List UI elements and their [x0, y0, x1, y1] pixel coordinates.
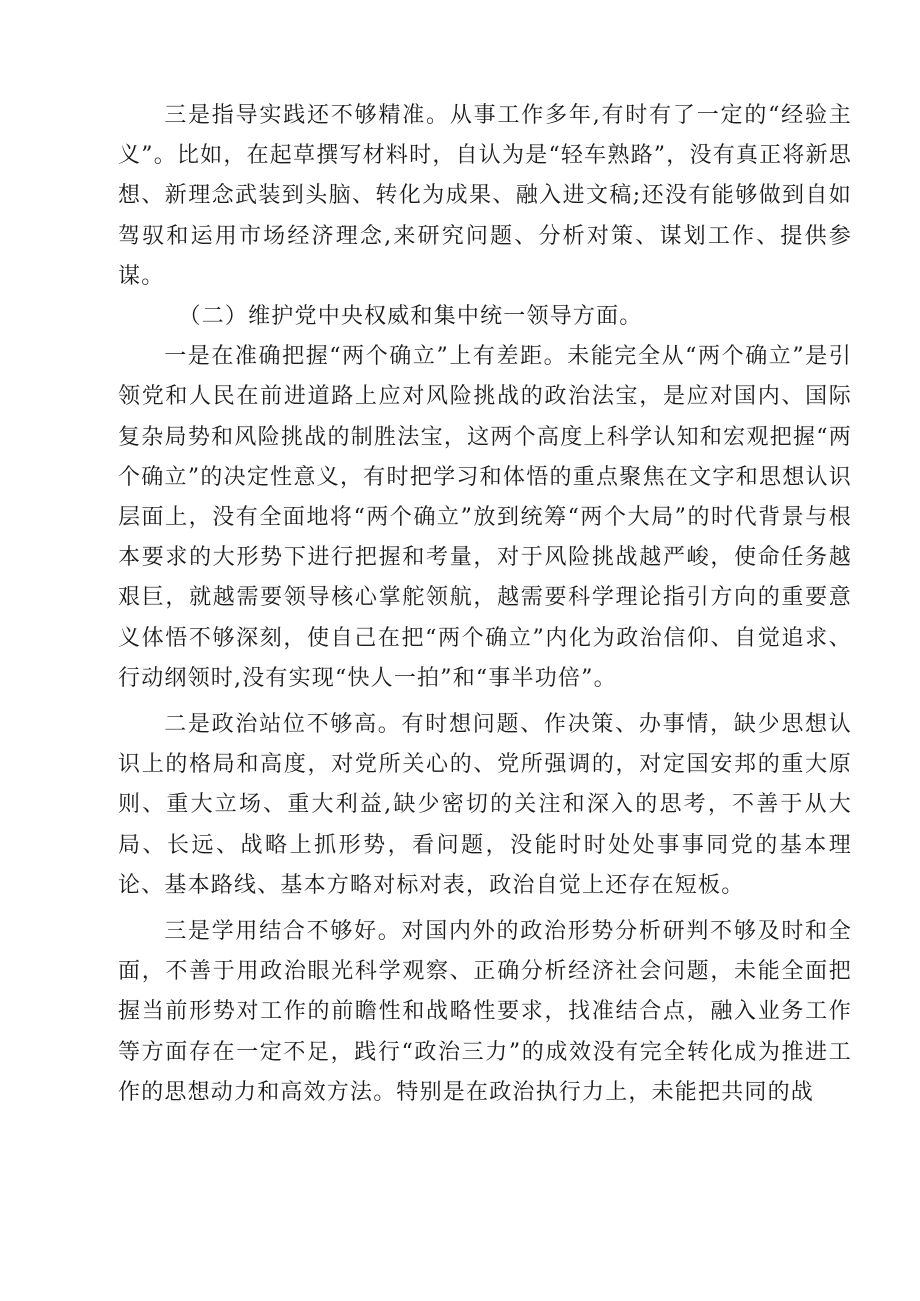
paragraph-practice-guidance: 三是指导实践还不够精准。从事工作多年,有时有了一定的“经验主义”。比如，在起草撰写材料时，自认为是“轻车熟路”，没有真正将新思想、新理念武装到头脑、转化为成果、融入进文稿;还没有能够做到自如驾驭和运用市场经济理念,来研究问题、分析对策、谋划工作、提供参谋。 — [118, 103, 852, 289]
paragraph-political-stance: 二是政治站位不够高。有时想问题、作决策、办事情，缺少思想认识上的格局和高度，对党所关心的、党所强调的，对定国安邦的重大原则、重大立场、重大利益,缺少密切的关注和深入的思考，不善于从大局、长远、战略上抓形势，看问题，没能时时处处事事同党的基本理论、基本路线、基本方略对标对表，政治自觉上还存在短板。 — [118, 712, 852, 898]
paragraph-two-establishments: 一是在准确把握“两个确立”上有差距。未能完全从“两个确立”是引领党和人民在前进道路上应对风险挑战的政治法宝，是应对国内、国际复杂局势和风险挑战的制胜法宝，这两个高度上科学认知和宏观把握“两个确立”的决定性意义，有时把学习和体悟的重点聚焦在文字和思想认识层面上，没有全面地将“两个确立”放到统筹“两个大局”的时代背景与根本要求的大形势下进行把握和考量，对于风险挑战越严峻，使命任务越艰巨，就越需要领导核心掌舵领航，越需要科学理论指引方向的重要意义体悟不够深刻，使自己在把“两个确立”内化为政治信仰、自觉追求、行动纲领时,没有实现“快人一拍”和“事半功倍”。 — [118, 344, 852, 691]
paragraph-study-application: 三是学用结合不够好。对国内外的政治形势分析研判不够及时和全面，不善于用政治眼光科学观察、正确分析经济社会问题，未能全面把握当前形势对工作的前瞻性和战略性要求，找准结合点，融入业务工作等方面存在一定不足，践行“政治三力”的成效没有完全转化成为推进工作的思想动力和高效方法。特别是在政治执行力上，未能把共同的战 — [118, 919, 852, 1105]
document-body — [118, 96, 852, 1113]
section-heading-party-authority: （二）维护党中央权威和集中统一领导方面。 — [178, 304, 643, 330]
